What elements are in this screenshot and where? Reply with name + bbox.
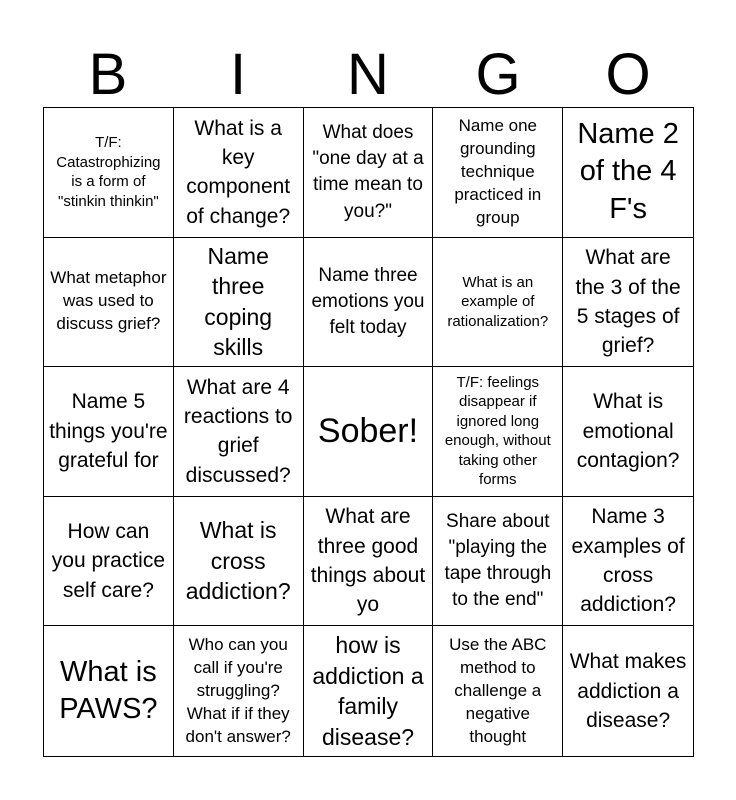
cell-text: What is emotional contagion? [576, 390, 680, 473]
bingo-cell[interactable] [433, 367, 563, 497]
cell-text: Name 2 of the 4 F's [577, 117, 679, 226]
cell-text: Name one grounding technique practiced in group [454, 115, 542, 227]
bingo-cell[interactable] [44, 108, 174, 238]
bingo-cell[interactable] [174, 367, 304, 497]
bingo-cell[interactable] [174, 626, 304, 756]
bingo-cell[interactable] [174, 497, 304, 627]
cell-text: T/F: feelings disappear if ignored long enough, without taking other forms [444, 373, 551, 489]
cell-text: What are three good things about yo [310, 505, 426, 617]
header-letter-o: O [605, 42, 651, 107]
cell-text: What metaphor was used to discuss grief? [50, 268, 167, 334]
bingo-cell[interactable] [44, 626, 174, 756]
cell-text: What is PAWS? [59, 655, 158, 726]
cell-text: Name 3 examples of cross addiction? [571, 505, 685, 617]
bingo-cell[interactable] [304, 497, 434, 627]
cell-text: How can you practice self care? [51, 520, 166, 602]
cell-text: What makes addiction a disease? [569, 650, 687, 732]
cell-text: T/F: Catastrophizing is a form of "stinkin thinkin" [56, 134, 161, 210]
free-space-text: Sober! [317, 412, 419, 451]
header-letter-i: I [229, 42, 247, 107]
cell-text: What is a key component of change? [186, 116, 291, 228]
bingo-cell[interactable] [563, 497, 693, 627]
bingo-cell[interactable] [563, 367, 693, 497]
cell-text: Use the ABC method to challenge a negative thought [449, 634, 547, 746]
cell-text: Name three emotions you felt today [311, 264, 425, 338]
header-letter-b: B [88, 42, 128, 107]
cell-text: What is an example of rationalization? [447, 273, 549, 330]
bingo-cell[interactable] [563, 108, 693, 238]
bingo-cell[interactable] [433, 497, 563, 627]
bingo-cell[interactable] [44, 367, 174, 497]
bingo-cell[interactable] [304, 367, 434, 497]
cell-text: how is addiction a family disease? [312, 632, 424, 750]
bingo-header [43, 44, 693, 106]
cell-text: What does "one day at a time mean to you?" [312, 121, 424, 222]
cell-text: What are the 3 of the 5 stages of grief? [575, 246, 681, 358]
bingo-cell[interactable] [563, 238, 693, 368]
bingo-cell[interactable] [433, 626, 563, 756]
bingo-cell[interactable] [563, 626, 693, 756]
bingo-cell[interactable] [44, 238, 174, 368]
bingo-cell[interactable] [433, 108, 563, 238]
bingo-cell[interactable] [44, 497, 174, 627]
cell-text: Who can you call if you're struggling? What if if they don't answer? [185, 634, 291, 746]
cell-text: Name 5 things you're grateful for [49, 390, 168, 473]
bingo-cell[interactable] [174, 108, 304, 238]
bingo-cell[interactable] [304, 238, 434, 368]
bingo-cell[interactable] [433, 238, 563, 368]
cell-text: Share about "playing the tape through to the end" [444, 510, 552, 611]
bingo-cell[interactable] [174, 238, 304, 368]
cell-text: What is cross addiction? [185, 517, 291, 605]
cell-text: What are 4 reactions to grief discussed? [183, 375, 293, 487]
header-letter-n: N [347, 42, 389, 107]
bingo-cell[interactable] [304, 108, 434, 238]
header-letter-g: G [475, 42, 521, 107]
cell-text: Name three coping skills [204, 242, 273, 361]
bingo-board [43, 107, 694, 757]
bingo-cell[interactable] [304, 626, 434, 756]
